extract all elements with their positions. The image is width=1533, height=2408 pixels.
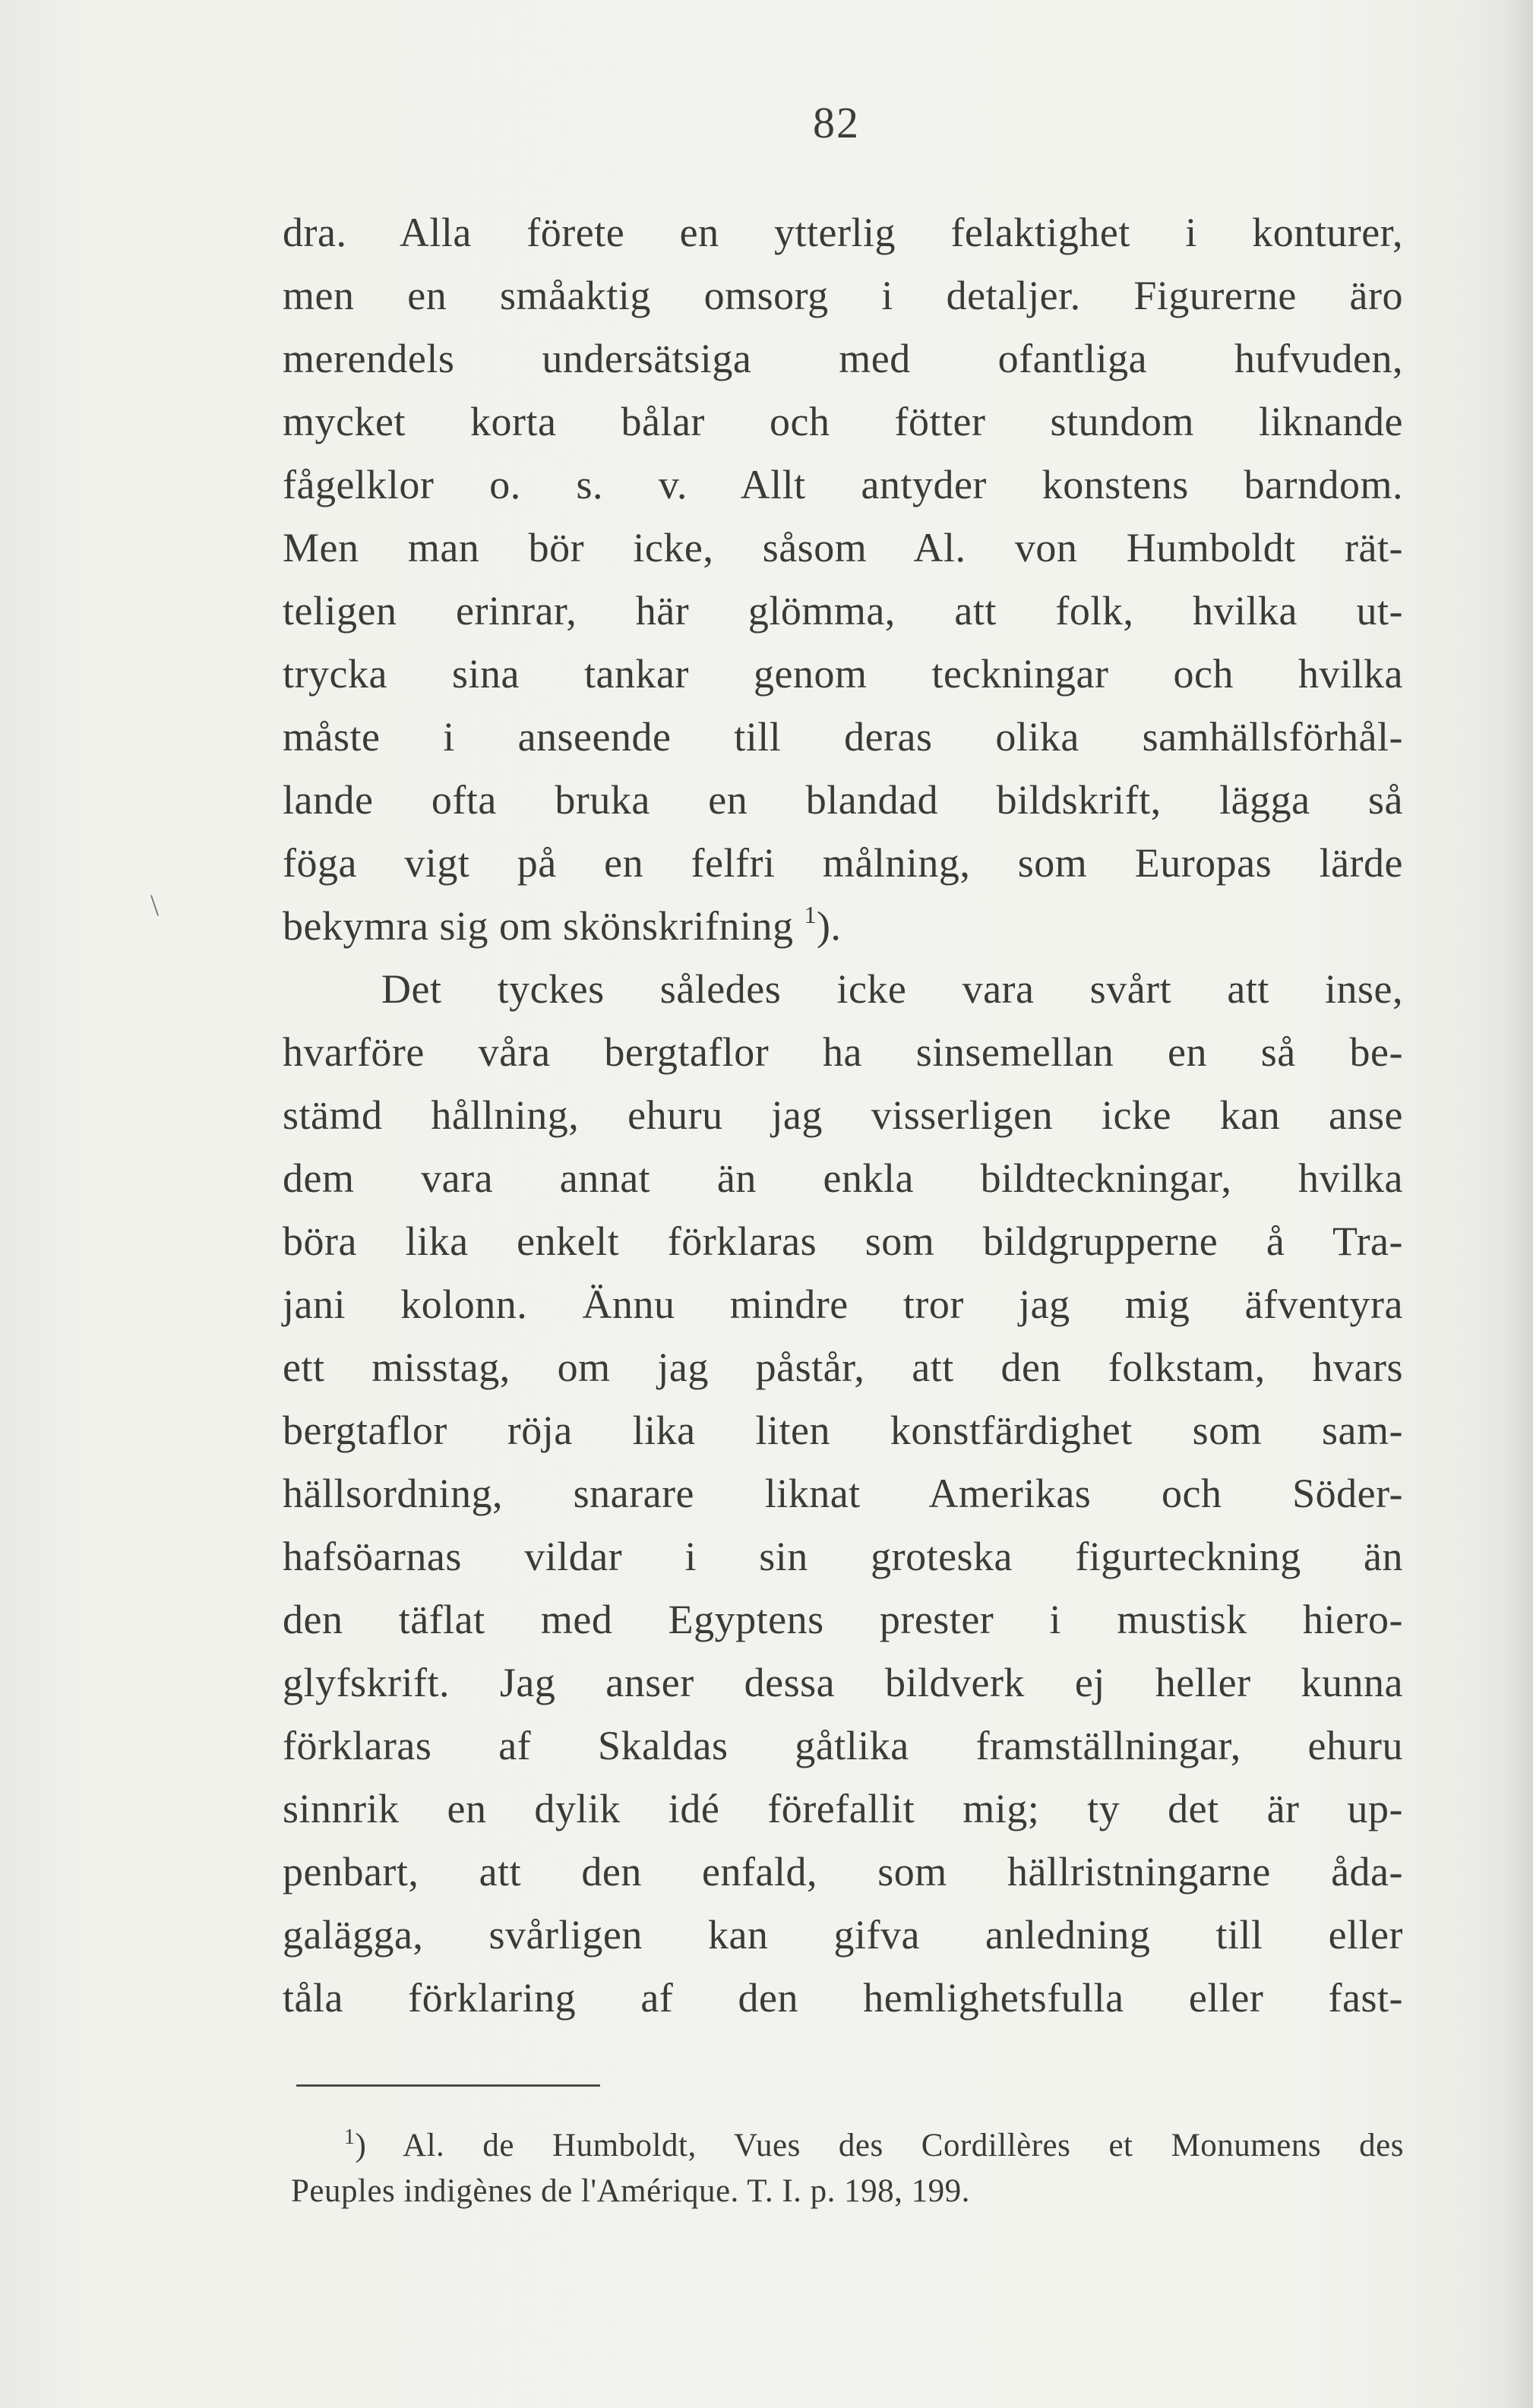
text-line: Men man bör icke, såsom Al. von Humboldt rät- — [283, 525, 1403, 570]
text-line: glyfskrift. Jag anser dessa bildverk ej heller kunna — [283, 1660, 1403, 1705]
text-line: tåla förklaring af den hemlighetsfulla eller fast- — [283, 1975, 1403, 2021]
footnote-reference-close: ). — [816, 903, 842, 949]
body-text — [283, 201, 1403, 2030]
text-line: hafsöarnas vildar i sin groteska figurteckning än — [283, 1534, 1403, 1579]
text-line-with-footnote-ref — [283, 895, 1403, 958]
text-line: teligen erinrar, här glömma, att folk, hvilka ut- — [283, 588, 1403, 634]
footnote-text: ) Al. de Humboldt, Vues des Cordillères et Monumens des — [355, 2128, 1404, 2163]
text-line: sinnrik en dylik idé förefallit mig; ty det är up- — [283, 1786, 1403, 1831]
text-line: fågelklor o. s. v. Allt antyder konstens barndom. — [283, 462, 1403, 507]
footnote-line: Peuples indigènes de l'Amérique. T. I. p. 198, 199. — [291, 2173, 970, 2209]
text-line: bergtaflor röja lika liten konstfärdighet som sam- — [283, 1408, 1403, 1453]
text-line: den täflat med Egyptens prester i mustisk hiero- — [283, 1597, 1403, 1642]
text-line: merendels undersätsiga med ofantliga hufvuden, — [283, 336, 1403, 381]
text-line: trycka sina tankar genom teckningar och hvilka — [283, 651, 1403, 697]
text-line: böra lika enkelt förklaras som bildgrupperne å Tra- — [283, 1218, 1403, 1264]
text-line: jani kolonn. Ännu mindre tror jag mig äfventyra — [283, 1281, 1403, 1327]
text-line: måste i anseende till deras olika samhällsförhål- — [283, 714, 1403, 760]
text-line: hällsordning, snarare liknat Amerikas och Söder- — [283, 1471, 1403, 1516]
text-line: men en småaktig omsorg i detaljer. Figurerne äro — [283, 273, 1403, 318]
text-line: mycket korta bålar och fötter stundom liknande — [283, 399, 1403, 444]
text-line: stämd hållning, ehuru jag visserligen icke kan anse — [283, 1092, 1403, 1138]
page-edge-shadow — [1503, 0, 1533, 2408]
stray-pencil-mark: \ — [150, 888, 160, 922]
text-line: galägga, svårligen kan gifva anledning till eller — [283, 1912, 1403, 1958]
text-line: dem vara annat än enkla bildteckningar, hvilka — [283, 1155, 1403, 1201]
footnote-marker: 1 — [344, 2125, 356, 2149]
text-line: ett misstag, om jag påstår, att den folkstam, hvars — [283, 1345, 1403, 1390]
text-span: bekymra sig om skönskrifning — [283, 903, 794, 949]
text-line: lande ofta bruka en blandad bildskrift, lägga så — [283, 777, 1403, 823]
text-line: hvarföre våra bergtaflor ha sinsemellan en så be- — [283, 1029, 1403, 1075]
text-line: förklaras af Skaldas gåtlika framställningar, ehuru — [283, 1723, 1403, 1768]
text-line: dra. Alla förete en ytterlig felaktighet i konturer, — [283, 210, 1403, 255]
footnote-reference: 1 — [804, 901, 817, 928]
text-line: föga vigt på en felfri målning, som Europas lärde — [283, 840, 1403, 886]
paragraph-start-line: Det tyckes således icke vara svårt att inse, — [381, 966, 1403, 1012]
text-line: penbart, att den enfald, som hällristningarne åda- — [283, 1849, 1403, 1894]
footnote-divider — [296, 2084, 600, 2087]
page-number: 82 — [813, 98, 860, 147]
footnote-block — [291, 2123, 1404, 2214]
footnote-line — [291, 2123, 1404, 2169]
